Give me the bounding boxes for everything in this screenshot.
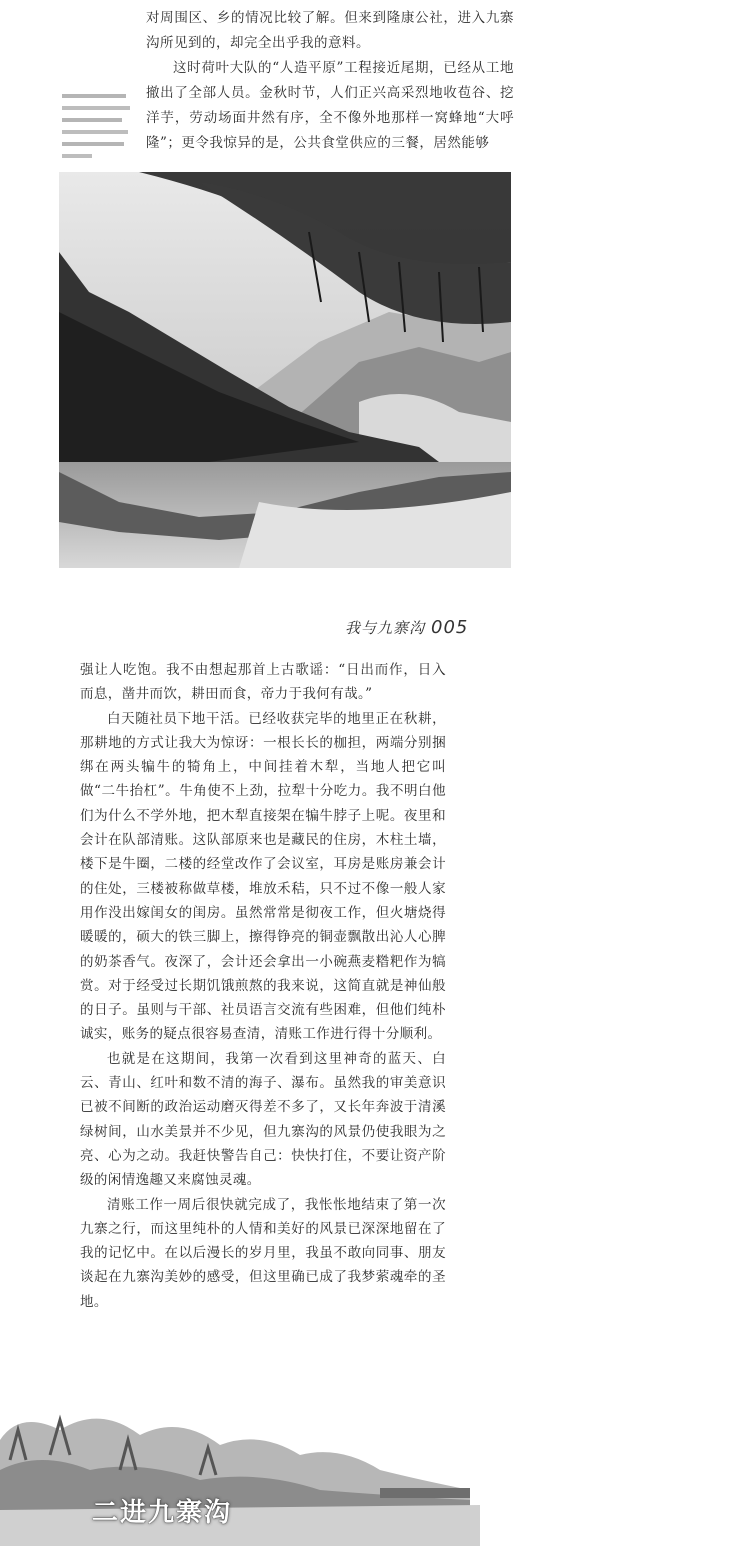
running-title: 我与九寨沟 xyxy=(345,618,426,637)
page-number: 005 xyxy=(431,616,469,638)
body-paragraph: 白天随社员下地干活。已经收获完毕的地里正在秋耕，那耕地的方式让我大为惊讶：一根长长的枷担，两端分别捆绑在两头犏牛的犄角上，中间挂着木犁，当地人把它叫做“二牛抬杠”。牛角使不上劲，拉犁十分吃力。我不明白他们为什么不学外地，把木犁直接架在犏牛脖子上呢。夜里和会计在队部清账。这队部原来也是藏民的住房，木柱土墙，楼下是牛圈，二楼的经堂改作了会议室，耳房是账房兼会计的住处，三楼被称做草楼，堆放禾秸，只不过不像一般人家用作没出嫁闺女的闺房。虽然常常是彻夜工作，但火塘烧得暖暖的，硕大的铁三脚上，擦得铮亮的铜壶飘散出沁人心脾的奶茶香气。夜深了，会计还会拿出一小碗燕麦糌粑作为犒赏。对于经受过长期饥饿煎熬的我来说，这简直就是神仙般的日子。虽则与干部、社员语言交流有些困难，但他们纯朴诚实，账务的疑点很容易查清，清账工作进行得十分顺利。 xyxy=(80,710,446,1043)
top-paragraph: 对周围区、乡的情况比较了解。但来到隆康公社，进入九寨沟所见到的，却完全出乎我的意料。 xyxy=(146,10,514,51)
footer-landscape-art xyxy=(0,1400,480,1546)
landscape-image xyxy=(59,172,511,568)
body-paragraph: 强让人吃饱。我不由想起那首上古歌谣：“日出而作，日入而息，凿井而饮，耕田而食，帝力于我何有哉。” xyxy=(80,662,446,703)
top-paragraph: 这时荷叶大队的“人造平原”工程接近尾期，已经从工地撤出了全部人员。金秋时节，人们正兴高采烈地收苞谷、挖洋芋，劳动场面井然有序，全不像外地那样一窝蜂地“大呼隆”；更令我惊异的是，公共食堂供应的三餐，居然能够 xyxy=(146,60,514,151)
body-paragraph: 清账工作一周后很快就完成了，我怅怅地结束了第一次九寨之行，而这里纯朴的人情和美好的风景已深深地留在了我的记忆中。在以后漫长的岁月里，我虽不敢向同事、朋友谈起在九寨沟美妙的感受，但这里确已成了我梦萦魂牵的圣地。 xyxy=(80,1196,446,1310)
page-header xyxy=(345,612,475,642)
body-text-block xyxy=(80,658,446,1314)
photo-caption xyxy=(62,92,134,165)
caption-marks xyxy=(62,92,134,162)
footer-image xyxy=(0,1400,480,1546)
top-text-block xyxy=(146,6,514,156)
chapter-title: 二进九寨沟 xyxy=(92,1498,233,1528)
body-paragraph: 也就是在这期间，我第一次看到这里神奇的蓝天、白云、青山、红叶和数不清的海子、瀑布。虽然我的审美意识已被不间断的政治运动磨灭得差不多了，又长年奔波于清溪绿树间，山水美景并不少见，但九寨沟的风景仍使我眼为之亮、心为之动。我赶快警告自己：快快打住，不要让资产阶级的闲情逸趣又来腐蚀灵魂。 xyxy=(80,1050,446,1189)
lake-landscape-photo xyxy=(59,172,511,568)
